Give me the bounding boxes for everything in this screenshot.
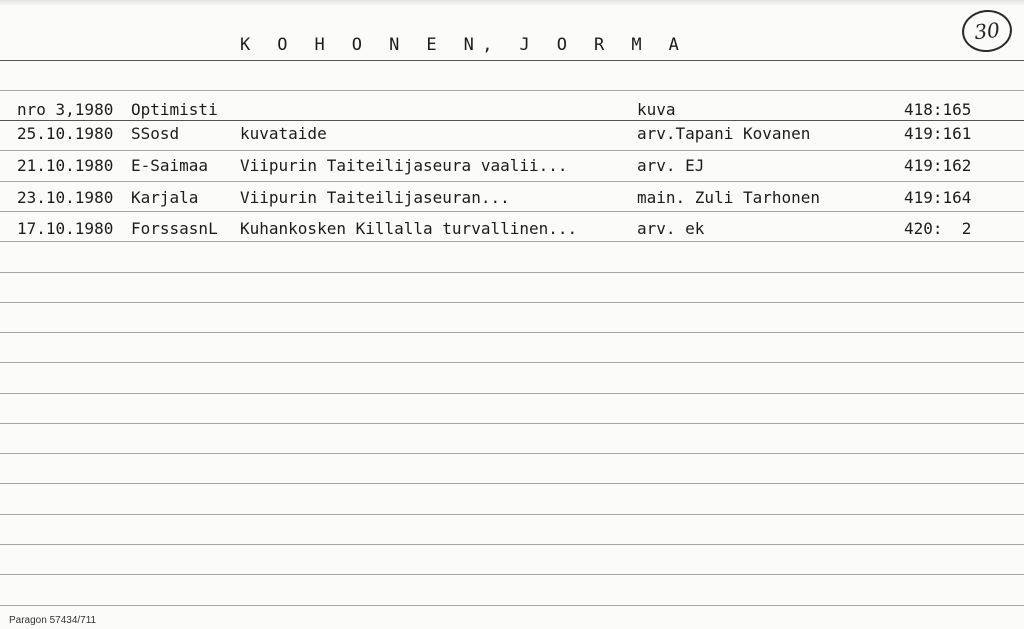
entry-date: 25.10.1980	[17, 124, 114, 143]
entry-row	[0, 219, 1024, 247]
rule-line	[0, 423, 1024, 424]
entry-ref: 419:161	[904, 124, 972, 143]
printer-imprint: Paragon 57434/711	[9, 615, 97, 626]
entry-author: arv.Tapani Kovanen	[637, 124, 811, 143]
rule-line	[0, 605, 1024, 606]
entry-author: kuva	[637, 100, 676, 119]
entry-source: SSosd	[131, 124, 180, 143]
entry-author: arv. ek	[637, 219, 705, 238]
rule-line	[0, 90, 1024, 91]
rule-line	[0, 574, 1024, 575]
rule-line	[0, 393, 1024, 394]
rule-line	[0, 362, 1024, 363]
rule-line	[0, 544, 1024, 545]
rule-line	[0, 272, 1024, 273]
entry-title: kuvataide	[240, 124, 327, 143]
entry-author: main. Zuli Tarhonen	[637, 188, 821, 207]
entry-source: E-Saimaa	[131, 156, 209, 175]
entry-date: 23.10.1980	[17, 188, 114, 207]
entry-ref: 418:165	[904, 100, 972, 119]
rule-line	[0, 332, 1024, 333]
entry-date: nro 3,1980	[17, 100, 114, 119]
entry-source: ForssasnL	[131, 219, 218, 238]
card-number-text: 30	[973, 17, 1001, 45]
entry-title: Viipurin Taiteilijaseura vaalii...	[240, 156, 568, 175]
entry-source: Optimisti	[131, 100, 218, 119]
entry-row	[0, 124, 1024, 152]
entry-author: arv. EJ	[637, 156, 705, 175]
entry-title: Viipurin Taiteilijaseuran...	[240, 188, 510, 207]
rule-line	[0, 60, 1024, 61]
card-heading: K O H O N E N, J O R M A	[240, 35, 688, 55]
entry-ref: 419:162	[904, 156, 972, 175]
rule-line	[0, 453, 1024, 454]
entry-date: 21.10.1980	[17, 156, 114, 175]
rule-line	[0, 302, 1024, 303]
circled-card-number	[960, 8, 1014, 55]
top-edge-shadow	[0, 0, 1024, 6]
entry-title: Kuhankosken Killalla turvallinen...	[240, 219, 578, 238]
entry-date: 17.10.1980	[17, 219, 114, 238]
rule-line	[0, 483, 1024, 484]
entry-ref: 420: 2	[904, 219, 972, 238]
entry-row	[0, 156, 1024, 184]
rule-line	[0, 514, 1024, 515]
entry-row	[0, 188, 1024, 216]
entry-ref: 419:164	[904, 188, 972, 207]
entry-source: Karjala	[131, 188, 199, 207]
